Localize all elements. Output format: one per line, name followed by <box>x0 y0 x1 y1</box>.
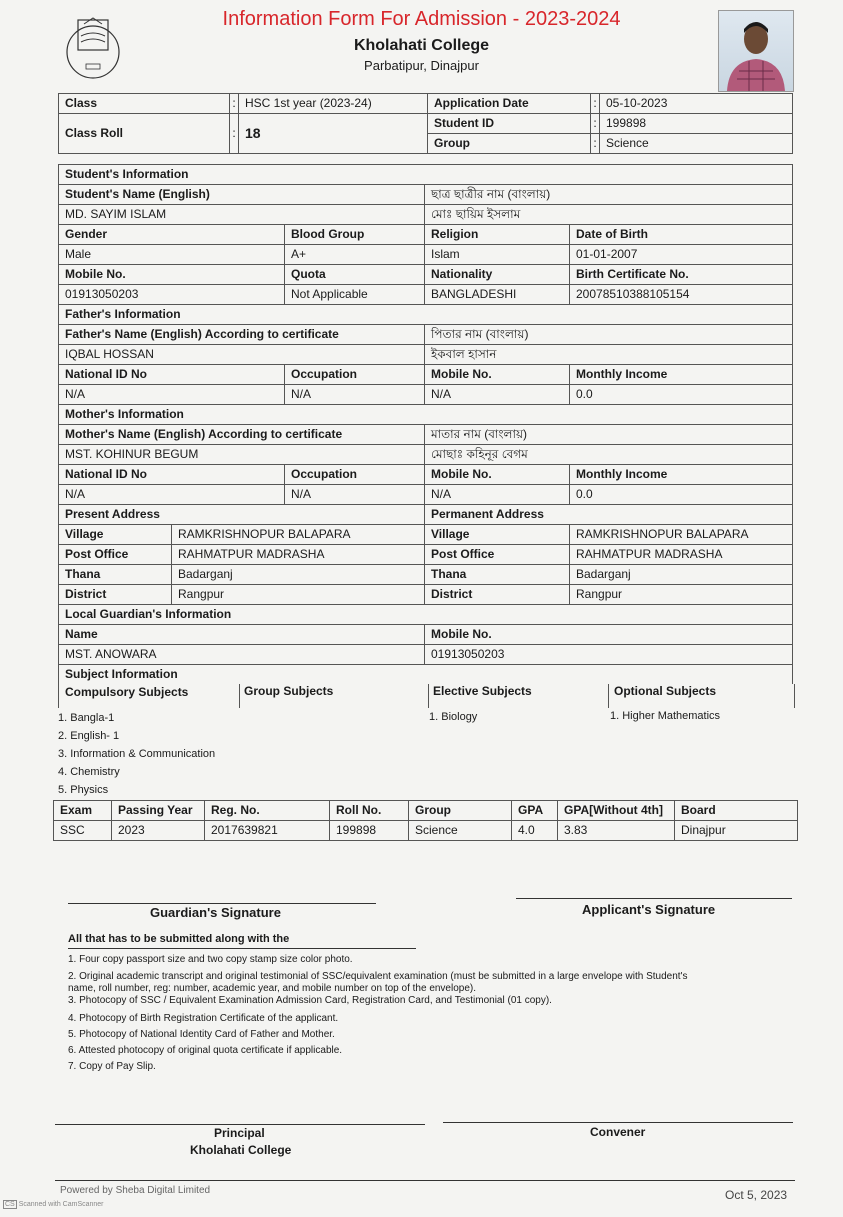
father-mobile-label: Mobile No. <box>425 365 570 385</box>
present-district: Rangpur <box>172 585 425 605</box>
birth-cert-value: 20078510388105154 <box>570 285 793 305</box>
class-value: HSC 1st year (2023-24) <box>239 94 428 114</box>
powered-by: Powered by Sheba Digital Limited <box>60 1185 211 1196</box>
group-cell: Science <box>409 821 512 841</box>
board-cell: Dinajpur <box>675 821 798 841</box>
guardian-signature-label: Guardian's Signature <box>150 905 281 920</box>
subject-info-heading: Subject Information <box>59 665 793 685</box>
guardian-name: MST. ANOWARA <box>59 645 425 665</box>
colon: : <box>230 114 239 154</box>
list-item: 5. Physics <box>58 784 109 796</box>
father-name-bn-label: পিতার নাম (বাংলায়) <box>425 325 793 345</box>
dob-label: Date of Birth <box>570 225 793 245</box>
group-label: Group <box>428 134 591 154</box>
elective-subject-list <box>429 708 477 726</box>
father-nid-label: National ID No <box>59 365 285 385</box>
present-village-label: Village <box>59 525 172 545</box>
mother-mobile: N/A <box>425 485 570 505</box>
mother-name-bn: মোছাঃ কহিনূর বেগম <box>425 445 793 465</box>
scanner-watermark <box>3 1200 104 1209</box>
group-value: Science <box>600 134 793 154</box>
student-photo <box>718 10 794 92</box>
gpa-without-4th-cell: 3.83 <box>558 821 675 841</box>
submission-heading: All that has to be submitted along with the <box>68 933 290 945</box>
gpa-header: GPA <box>512 801 558 821</box>
form-title: Information Form For Admission - 2023-2024 <box>222 8 621 30</box>
reg-no-cell: 2017639821 <box>205 821 330 841</box>
scanner-badge: CS <box>5 1201 15 1208</box>
father-info-heading: Father's Information <box>59 305 793 325</box>
list-item: 1. Biology <box>429 711 478 723</box>
student-info-heading: Student's Information <box>59 165 793 185</box>
main-info-table <box>58 164 793 684</box>
scanner-text: Scanned with CamScanner <box>18 1201 104 1208</box>
list-item: name, roll number, reg: number, academic year, and mobile number on top of the envelope). <box>68 983 477 994</box>
compulsory-subject-list <box>58 709 215 799</box>
list-item: 1. Bangla-1 <box>58 712 115 724</box>
present-post-label: Post Office <box>59 545 172 565</box>
mobile-value: 01913050203 <box>59 285 285 305</box>
list-item: 2. Original academic transcript and original testimonial of SSC/equivalent examination (must be submitted in a large envelope with Student's <box>68 971 688 982</box>
present-village: RAMKRISHNOPUR BALAPARA <box>172 525 425 545</box>
nationality-value: BANGLADESHI <box>425 285 570 305</box>
convener-label: Convener <box>590 1125 646 1139</box>
father-income: 0.0 <box>570 385 793 405</box>
permanent-village-label: Village <box>425 525 570 545</box>
permanent-village: RAMKRISHNOPUR BALAPARA <box>570 525 793 545</box>
quota-label: Quota <box>285 265 425 285</box>
father-income-label: Monthly Income <box>570 365 793 385</box>
student-name-en: MD. SAYIM ISLAM <box>59 205 425 225</box>
birth-cert-label: Birth Certificate No. <box>570 265 793 285</box>
class-label: Class <box>59 94 230 114</box>
principal-org: Kholahati College <box>190 1143 292 1157</box>
top-info-table <box>58 93 793 154</box>
father-name-bn: ইকবাল হাসান <box>425 345 793 365</box>
class-roll-value: 18 <box>239 114 428 154</box>
list-item: 2. English- 1 <box>58 730 120 742</box>
father-nid: N/A <box>59 385 285 405</box>
application-date-label: Application Date <box>428 94 591 114</box>
nationality-label: Nationality <box>425 265 570 285</box>
father-mobile: N/A <box>425 385 570 405</box>
optional-subject-list <box>610 707 720 725</box>
permanent-address-heading: Permanent Address <box>425 505 793 525</box>
submission-rule <box>68 948 416 949</box>
mother-name-en-label: Mother's Name (English) According to certificate <box>59 425 425 445</box>
mother-occupation: N/A <box>285 485 425 505</box>
list-item: 1. Higher Mathematics <box>610 710 721 722</box>
exam-header: Exam <box>54 801 112 821</box>
principal-signature-line <box>55 1124 425 1125</box>
board-header: Board <box>675 801 798 821</box>
blood-group-label: Blood Group <box>285 225 425 245</box>
footer-rule <box>55 1180 795 1181</box>
principal-label: Principal <box>214 1126 265 1140</box>
present-thana-label: Thana <box>59 565 172 585</box>
list-item: 1. Four copy passport size and two copy stamp size color photo. <box>68 954 353 965</box>
colon: : <box>591 114 600 134</box>
guardian-mobile-label: Mobile No. <box>425 625 793 645</box>
mother-occupation-label: Occupation <box>285 465 425 485</box>
student-name-bn-label: ছাত্র ছাত্রীর নাম (বাংলায়) <box>425 185 793 205</box>
colon: : <box>591 94 600 114</box>
permanent-district-label: District <box>425 585 570 605</box>
gender-label: Gender <box>59 225 285 245</box>
quota-value: Not Applicable <box>285 285 425 305</box>
father-occupation-label: Occupation <box>285 365 425 385</box>
permanent-thana: Badarganj <box>570 565 793 585</box>
mother-nid-label: National ID No <box>59 465 285 485</box>
list-item: 3. Photocopy of SSC / Equivalent Examination Admission Card, Registration Card, and Testimonial (01 copy). <box>68 995 552 1006</box>
student-name-en-label: Student's Name (English) <box>59 185 425 205</box>
elective-subjects-label: Elective Subjects <box>428 684 532 708</box>
passing-year-header: Passing Year <box>112 801 205 821</box>
guardian-signature-line <box>68 903 376 904</box>
subject-columns <box>58 684 795 708</box>
colon: : <box>230 94 239 114</box>
applicant-signature-line <box>516 898 792 899</box>
gpa-without-4th-header: GPA[Without 4th] <box>558 801 675 821</box>
exam-table <box>53 800 798 841</box>
table-row <box>54 821 798 841</box>
mother-nid: N/A <box>59 485 285 505</box>
list-item: 7. Copy of Pay Slip. <box>68 1061 156 1072</box>
mother-income-label: Monthly Income <box>570 465 793 485</box>
list-item: 5. Photocopy of National Identity Card of Father and Mother. <box>68 1029 335 1040</box>
student-id-label: Student ID <box>428 114 591 134</box>
present-district-label: District <box>59 585 172 605</box>
list-item: 6. Attested photocopy of original quota certificate if applicable. <box>68 1045 343 1056</box>
submission-list <box>68 952 808 1075</box>
college-address: Parbatipur, Dinajpur <box>364 58 479 73</box>
blood-group-value: A+ <box>285 245 425 265</box>
mother-mobile-label: Mobile No. <box>425 465 570 485</box>
mother-name-en: MST. KOHINUR BEGUM <box>59 445 425 465</box>
student-name-bn: মোঃ ছায়িম ইসলাম <box>425 205 793 225</box>
list-item: 4. Photocopy of Birth Registration Certificate of the applicant. <box>68 1013 339 1024</box>
student-id-value: 199898 <box>600 114 793 134</box>
compulsory-subjects-label: Compulsory Subjects <box>65 685 189 699</box>
present-address-heading: Present Address <box>59 505 425 525</box>
college-name: Kholahati College <box>353 37 490 54</box>
permanent-district: Rangpur <box>570 585 793 605</box>
applicant-signature-label: Applicant's Signature <box>582 902 716 917</box>
group-subjects-label: Group Subjects <box>239 684 333 708</box>
gpa-cell: 4.0 <box>512 821 558 841</box>
present-post: RAHMATPUR MADRASHA <box>172 545 425 565</box>
guardian-name-label: Name <box>59 625 425 645</box>
mother-info-heading: Mother's Information <box>59 405 793 425</box>
mother-income: 0.0 <box>570 485 793 505</box>
guardian-mobile: 01913050203 <box>425 645 793 665</box>
roll-no-header: Roll No. <box>330 801 409 821</box>
group-header: Group <box>409 801 512 821</box>
reg-no-header: Reg. No. <box>205 801 330 821</box>
present-thana: Badarganj <box>172 565 425 585</box>
permanent-post: RAHMATPUR MADRASHA <box>570 545 793 565</box>
application-date-value: 05-10-2023 <box>600 94 793 114</box>
list-item: 4. Chemistry <box>58 766 120 778</box>
roll-no-cell: 199898 <box>330 821 409 841</box>
convener-signature-line <box>443 1122 793 1123</box>
list-item: 3. Information & Communication <box>58 748 216 760</box>
father-name-en-label: Father's Name (English) According to certificate <box>59 325 425 345</box>
permanent-post-label: Post Office <box>425 545 570 565</box>
mobile-label: Mobile No. <box>59 265 285 285</box>
gender-value: Male <box>59 245 285 265</box>
permanent-thana-label: Thana <box>425 565 570 585</box>
dob-value: 01-01-2007 <box>570 245 793 265</box>
print-date: Oct 5, 2023 <box>725 1188 788 1202</box>
father-occupation: N/A <box>285 385 425 405</box>
colon: : <box>591 134 600 154</box>
passing-year-cell: 2023 <box>112 821 205 841</box>
optional-subjects-label: Optional Subjects <box>608 684 716 708</box>
religion-label: Religion <box>425 225 570 245</box>
father-name-en: IQBAL HOSSAN <box>59 345 425 365</box>
mother-name-bn-label: মাতার নাম (বাংলায়) <box>425 425 793 445</box>
exam-cell: SSC <box>54 821 112 841</box>
class-roll-label: Class Roll <box>59 114 230 154</box>
guardian-info-heading: Local Guardian's Information <box>59 605 793 625</box>
religion-value: Islam <box>425 245 570 265</box>
